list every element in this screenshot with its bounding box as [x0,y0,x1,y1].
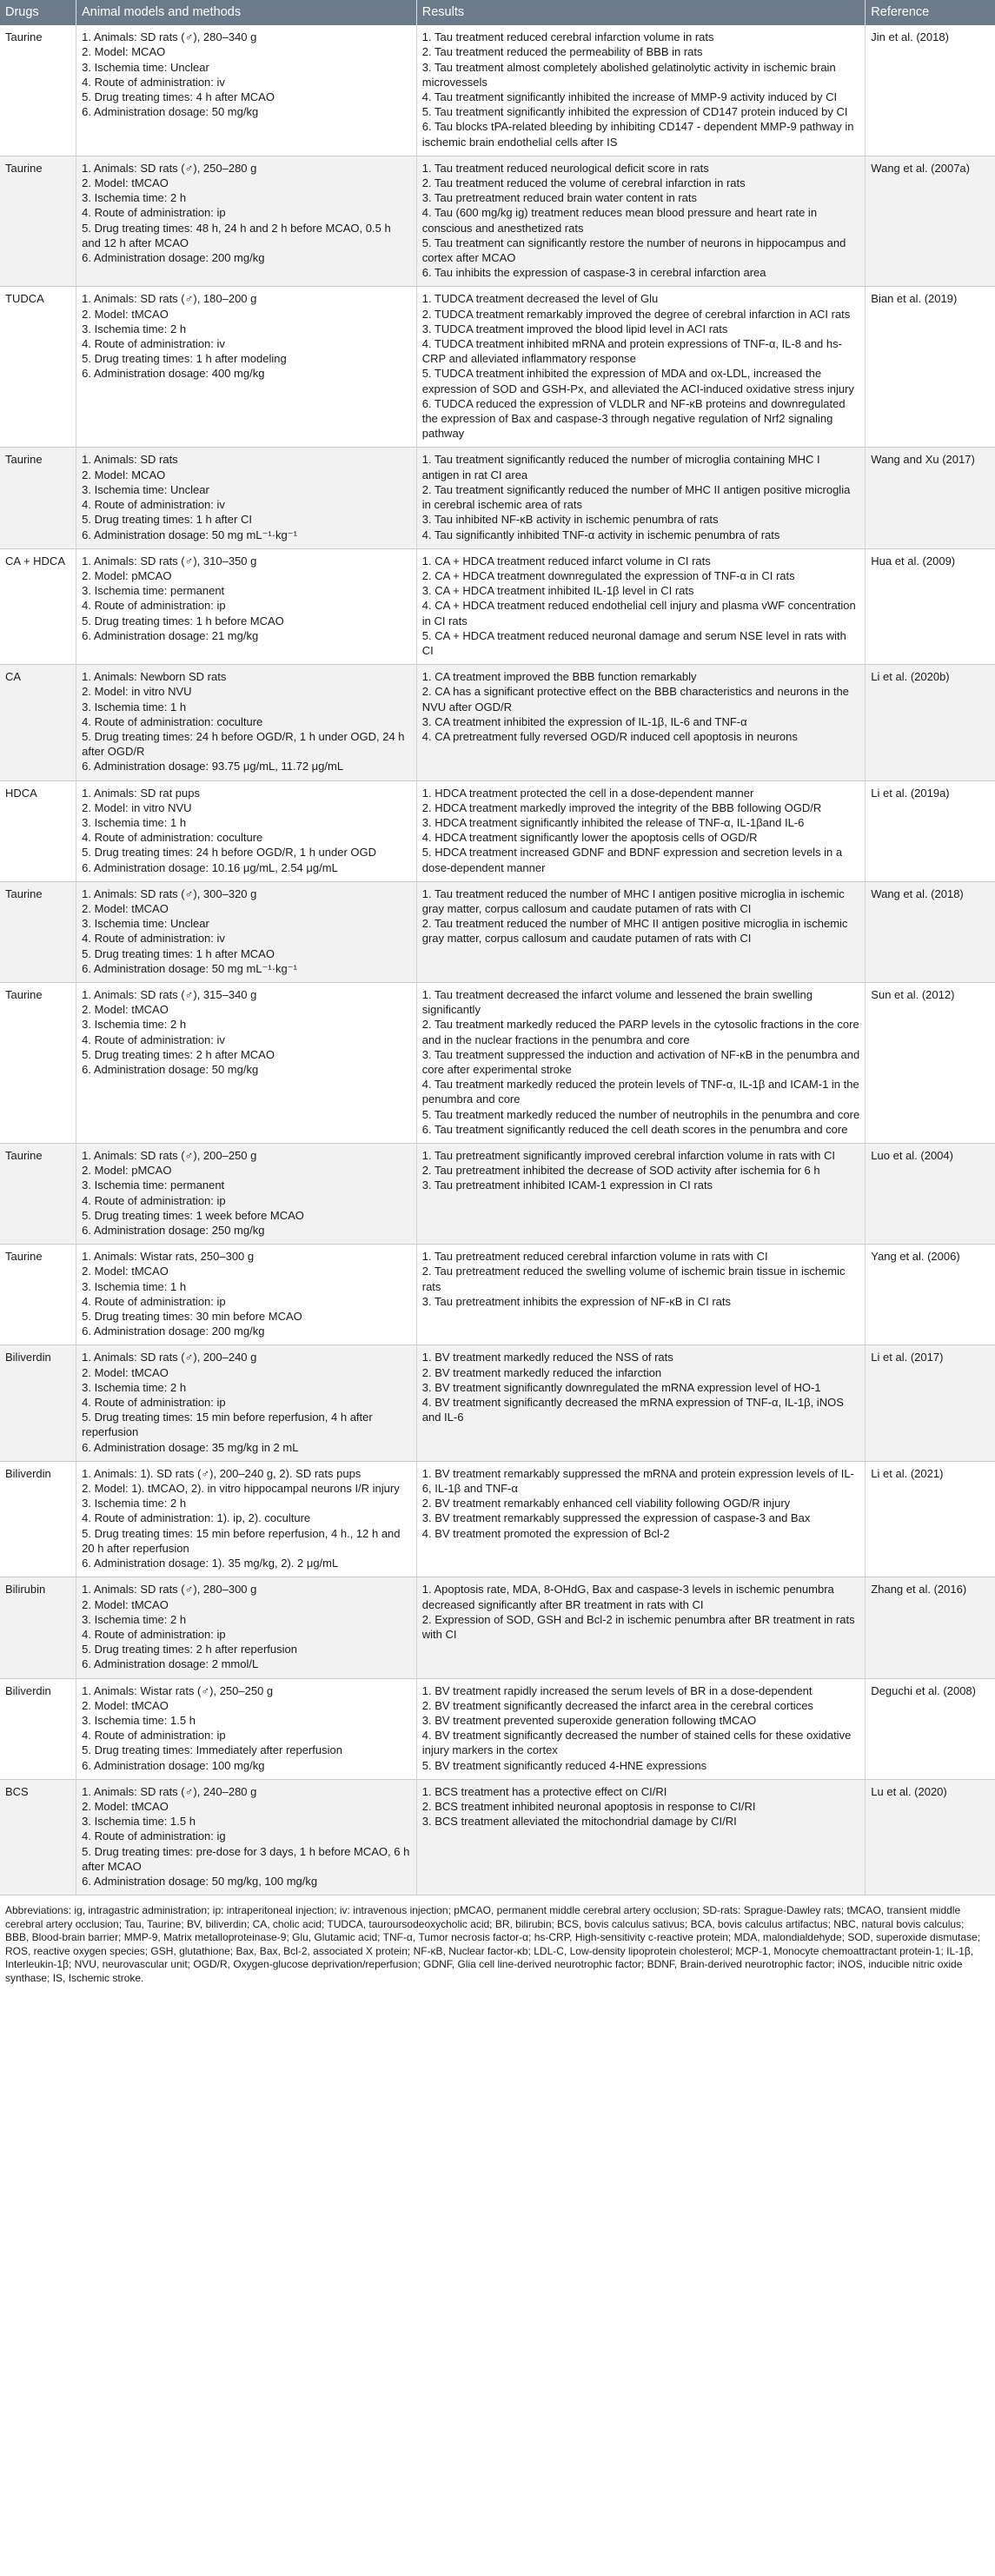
result-line: 3. BV treatment significantly downregulated the mRNA expression level of HO-1 [421,1380,821,1394]
method-line: 4. Route of administration: iv [82,75,225,89]
reference-cell: Yang et al. (2006) [866,1245,995,1345]
result-line: 6. Tau treatment significantly reduced the cell death scores in the penumbra and core [421,1122,848,1136]
method-line: 2. Model: tMCAO [82,307,169,321]
result-line: 1. Apoptosis rate, MDA, 8-OHdG, Bax and caspase-3 levels in ischemic penumbra decreased significantly after BR treatment in rats with CI [421,1583,834,1611]
method-line: 1. Animals: SD rats (♂), 310–350 g [82,554,257,568]
result-line: 4. Tau treatment significantly inhibited the increase of MMP-9 activity induced by CI [421,90,838,104]
table-row [0,780,995,881]
drug-cell: Taurine [0,156,76,287]
result-line: 5. HDCA treatment increased GDNF and BDNF expression and secretion levels in a dose-dependent manner [421,846,843,874]
method-line: 4. Route of administration: ip [82,1193,226,1207]
method-line: 5. Drug treating times: 24 h before OGD/R, 1 h under OGD, 24 h after OGD/R [82,729,405,759]
methods-cell [76,448,417,548]
result-line: 2. TUDCA treatment remarkably improved the degree of cerebral infarction in ACI rats [421,307,851,321]
reference-cell: Li et al. (2019a) [866,780,995,881]
method-line: 6. Administration dosage: 50 mg/kg, 100 mg/kg [82,1874,318,1888]
table-row [0,1144,995,1245]
method-line: 3. Ischemia time: 1 h [82,1279,187,1293]
method-line: 3. Ischemia time: 2 h [82,1612,187,1626]
methods-cell [76,25,417,156]
result-line: 5. Tau treatment can significantly restore the number of neurons in hippocampus and cortex after MCAO [421,236,846,265]
method-line: 1. Animals: SD rats (♂), 280–340 g [82,30,257,44]
result-line: 6. Tau inhibits the expression of caspase-3 in cerebral infarction area [421,266,766,280]
method-line: 2. Model: tMCAO [82,1265,169,1278]
method-line: 5. Drug treating times: 1 week before MCAO [82,1208,304,1222]
method-line: 2. Model: in vitro NVU [82,800,192,814]
methods-cell [76,287,417,448]
result-line: 2. BV treatment markedly reduced the infarction [421,1365,662,1379]
header-drugs: Drugs [0,0,76,25]
method-line: 2. Model: 1). tMCAO, 2). in vitro hippocampal neurons I/R injury [82,1482,400,1496]
drug-cell: Taurine [0,881,76,982]
method-line: 6. Administration dosage: 2 mmol/L [82,1657,259,1671]
drug-cell: Taurine [0,1245,76,1345]
result-line: 1. HDCA treatment protected the cell in a dose-dependent manner [421,786,754,800]
method-line: 4. Route of administration: ip [82,599,226,613]
method-line: 1. Animals: SD rats (♂), 240–280 g [82,1784,257,1798]
result-line: 1. Tau treatment reduced the number of MHC I antigen positive microglia in ischemic gray matter, corpus callosum and caudate putamen of rats with CI [421,886,845,915]
reference-cell: Jin et al. (2018) [866,25,995,156]
method-line: 5. Drug treating times: 15 min before reperfusion, 4 h., 12 h and 20 h after reperfusion [82,1526,401,1555]
method-line: 5. Drug treating times: 1 h after modeling [82,352,287,366]
method-line: 1. Animals: Wistar rats (♂), 250–250 g [82,1683,274,1697]
method-line: 6. Administration dosage: 200 mg/kg [82,251,265,265]
result-line: 1. BV treatment remarkably suppressed the mRNA and protein expression levels of IL-6, IL-1β and TNF-α [421,1466,854,1496]
result-line: 2. Tau treatment reduced the permeability of BBB in rats [421,45,703,59]
result-line: 5. BV treatment significantly reduced 4-HNE expressions [421,1758,707,1772]
method-line: 1. Animals: Newborn SD rats [82,670,227,684]
drug-cell: Bilirubin [0,1577,76,1678]
method-line: 3. Ischemia time: 1.5 h [82,1713,196,1727]
result-line: 1. BCS treatment has a protective effect on CI/RI [421,1784,667,1798]
method-line: 5. Drug treating times: Immediately after reperfusion [82,1743,342,1757]
method-line: 2. Model: pMCAO [82,1164,172,1178]
method-line: 2. Model: tMCAO [82,176,169,190]
method-line: 2. Model: pMCAO [82,568,172,582]
method-line: 3. Ischemia time: permanent [82,1178,225,1192]
method-line: 3. Ischemia time: permanent [82,584,225,598]
result-line: 4. Tau significantly inhibited TNF-α activity in ischemic penumbra of rats [421,528,780,541]
table-row [0,448,995,548]
result-line: 2. Tau pretreatment inhibited the decrease of SOD activity after ischemia for 6 h [421,1164,820,1178]
results-cell [416,1345,866,1461]
table-row [0,1345,995,1461]
method-line: 2. Model: tMCAO [82,1799,169,1813]
method-line: 5. Drug treating times: 15 min before reperfusion, 4 h after reperfusion [82,1411,373,1439]
reference-cell: Wang et al. (2018) [866,881,995,982]
reference-cell: Deguchi et al. (2008) [866,1678,995,1779]
result-line: 1. TUDCA treatment decreased the level of Glu [421,292,659,306]
result-line: 2. CA has a significant protective effect on the BBB characteristics and neurons in the NVU after OGD/R [421,685,849,714]
result-line: 2. BV treatment significantly decreased the infarct area in the cerebral cortices [421,1698,813,1712]
method-line: 5. Drug treating times: 1 h after MCAO [82,946,275,960]
result-line: 2. BCS treatment inhibited neuronal apoptosis in response to CI/RI [421,1799,756,1813]
reference-cell: Zhang et al. (2016) [866,1577,995,1678]
result-line: 2. BV treatment remarkably enhanced cell viability following OGD/R injury [421,1497,791,1510]
result-line: 5. TUDCA treatment inhibited the expression of MDA and ox-LDL, increased the expression of SOD and GSH-Px, and alleviated the ACI-induced oxidative stress injury [421,367,854,395]
drug-cell: Taurine [0,982,76,1143]
method-line: 5. Drug treating times: 2 h after MCAO [82,1047,275,1061]
results-cell [416,287,866,448]
method-line: 1. Animals: SD rats (♂), 180–200 g [82,292,257,306]
result-line: 3. BV treatment remarkably suppressed the expression of caspase-3 and Bax [421,1511,811,1525]
result-line: 5. Tau treatment markedly reduced the number of neutrophils in the penumbra and core [421,1107,860,1121]
table-row [0,665,995,780]
results-cell [416,448,866,548]
results-cell [416,982,866,1143]
method-line: 5. Drug treating times: pre-dose for 3 days, 1 h before MCAO, 6 h after MCAO [82,1844,410,1873]
method-line: 1. Animals: SD rat pups [82,786,200,800]
method-line: 1. Animals: SD rats (♂), 300–320 g [82,886,257,900]
reference-cell: Bian et al. (2019) [866,287,995,448]
method-line: 4. Route of administration: ip [82,206,226,220]
results-cell [416,665,866,780]
method-line: 1. Animals: SD rats (♂), 200–250 g [82,1149,257,1163]
table-row [0,1245,995,1345]
method-line: 1. Animals: SD rats (♂), 200–240 g [82,1351,257,1364]
method-line: 6. Administration dosage: 10.16 μg/mL, 2.54 μg/mL [82,860,338,874]
result-line: 2. CA + HDCA treatment downregulated the expression of TNF-α in CI rats [421,568,795,582]
drug-cell: CA + HDCA [0,548,76,664]
method-line: 2. Model: tMCAO [82,1003,169,1017]
method-line: 6. Administration dosage: 100 mg/kg [82,1758,265,1772]
method-line: 1. Animals: SD rats (♂), 280–300 g [82,1583,257,1597]
header-results: Results [416,0,866,25]
result-line: 1. CA + HDCA treatment reduced infarct volume in CI rats [421,554,711,568]
methods-cell [76,548,417,664]
method-line: 1. Animals: 1). SD rats (♂), 200–240 g, 2). SD rats pups [82,1466,362,1480]
methods-cell [76,881,417,982]
reference-cell: Li et al. (2021) [866,1461,995,1577]
method-line: 4. Route of administration: iv [82,498,225,512]
method-line: 4. Route of administration: iv [82,932,225,946]
table-row [0,287,995,448]
drug-cell: Biliverdin [0,1678,76,1779]
method-line: 2. Model: tMCAO [82,1698,169,1712]
methods-cell [76,780,417,881]
method-line: 4. Route of administration: ip [82,1729,226,1743]
reference-cell: Sun et al. (2012) [866,982,995,1143]
result-line: 2. Tau treatment reduced the volume of cerebral infarction in rats [421,176,746,190]
method-line: 3. Ischemia time: 2 h [82,1497,187,1510]
method-line: 1. Animals: SD rats [82,453,178,467]
result-line: 3. BV treatment prevented superoxide generation following tMCAO [421,1713,757,1727]
table-row [0,1678,995,1779]
result-line: 3. CA + HDCA treatment inhibited IL-1β level in CI rats [421,584,694,598]
drug-cell: Taurine [0,1144,76,1245]
method-line: 4. Route of administration: iv [82,1032,225,1046]
method-line: 6. Administration dosage: 200 mg/kg [82,1325,265,1338]
result-line: 3. BCS treatment alleviated the mitochondrial damage by CI/RI [421,1815,737,1829]
methods-cell [76,1779,417,1895]
reference-cell: Wang and Xu (2017) [866,448,995,548]
method-line: 3. Ischemia time: 1 h [82,700,187,714]
header-reference: Reference [866,0,995,25]
method-line: 2. Model: MCAO [82,45,166,59]
result-line: 1. Tau pretreatment reduced cerebral infarction volume in rats with CI [421,1250,768,1264]
method-line: 6. Administration dosage: 1). 35 mg/kg, 2). 2 μg/mL [82,1557,339,1570]
method-line: 6. Administration dosage: 50 mg/kg [82,1063,259,1076]
results-cell [416,780,866,881]
result-line: 1. Tau treatment reduced neurological deficit score in rats [421,161,709,175]
table-row [0,1577,995,1678]
methods-cell [76,1577,417,1678]
methods-cell [76,1245,417,1345]
table-row [0,1461,995,1577]
drug-cell: HDCA [0,780,76,881]
result-line: 3. Tau pretreatment inhibited ICAM-1 expression in CI rats [421,1178,713,1192]
result-line: 4. BV treatment promoted the expression of Bcl-2 [421,1526,670,1540]
table-row [0,548,995,664]
results-cell [416,1779,866,1895]
methods-cell [76,1345,417,1461]
result-line: 3. Tau treatment suppressed the induction and activation of NF-κB in the penumbra and core after experimental stroke [421,1047,860,1076]
reference-cell: Li et al. (2020b) [866,665,995,780]
result-line: 4. TUDCA treatment inhibited mRNA and protein expressions of TNF-α, IL-8 and hs-CRP and alleviated inflammatory response [421,337,842,366]
method-line: 6. Administration dosage: 250 mg/kg [82,1224,265,1238]
method-line: 2. Model: tMCAO [82,1597,169,1611]
table-row [0,1779,995,1895]
method-line: 3. Ischemia time: 1 h [82,815,187,829]
result-line: 2. HDCA treatment markedly improved the integrity of the BBB following OGD/R [421,800,822,814]
result-line: 3. Tau inhibited NF-κB activity in ischemic penumbra of rats [421,513,719,527]
result-line: 3. HDCA treatment significantly inhibited the release of TNF-α, IL-1βand IL-6 [421,815,805,829]
method-line: 4. Route of administration: coculture [82,831,263,845]
method-line: 3. Ischemia time: Unclear [82,917,209,931]
table-body [0,25,995,1895]
method-line: 5. Drug treating times: 4 h after MCAO [82,90,275,104]
table-row [0,982,995,1143]
drug-cell: Taurine [0,448,76,548]
drug-cell: TUDCA [0,287,76,448]
result-line: 1. Tau treatment significantly reduced the number of microglia containing MHC I antigen in rat CI area [421,453,820,481]
method-line: 3. Ischemia time: Unclear [82,482,209,496]
result-line: 4. Tau treatment markedly reduced the protein levels of TNF-α, IL-1β and ICAM-1 in the penumbra and core [421,1078,859,1106]
result-line: 6. Tau blocks tPA-related bleeding by inhibiting CD147 - dependent MMP-9 pathway in ischemic brain endothelial cells after IS [421,120,854,149]
reference-cell: Hua et al. (2009) [866,548,995,664]
method-line: 4. Route of administration: ig [82,1829,226,1843]
method-line: 4. Route of administration: ip [82,1294,226,1308]
result-line: 1. Tau treatment decreased the infarct volume and lessened the brain swelling significantly [421,987,813,1017]
method-line: 6. Administration dosage: 50 mg mL⁻¹·kg⁻¹ [82,961,297,975]
results-cell [416,881,866,982]
method-line: 5. Drug treating times: 1 h before MCAO [82,614,284,627]
method-line: 1. Animals: SD rats (♂), 315–340 g [82,987,257,1001]
result-line: 3. Tau pretreatment inhibits the expression of NF-κB in CI rats [421,1294,732,1308]
result-line: 4. CA + HDCA treatment reduced endothelial cell injury and plasma vWF concentration in CI rats [421,599,856,627]
result-line: 2. Tau pretreatment reduced the swelling volume of ischemic brain tissue in ischemic rats [421,1265,846,1293]
method-line: 1. Animals: Wistar rats, 250–300 g [82,1250,255,1264]
results-cell [416,1577,866,1678]
result-line: 2. Tau treatment markedly reduced the PARP levels in the cytosolic fractions in the core and in the nuclear fractions in the penumbra and core [421,1018,859,1046]
method-line: 6. Administration dosage: 93.75 μg/mL, 11.72 μg/mL [82,760,344,773]
result-line: 2. Tau treatment reduced the number of MHC II antigen positive microglia in ischemic gray matter, corpus callosum and caudate putamen of rats with CI [421,917,848,946]
method-line: 6. Administration dosage: 50 mg/kg [82,105,259,119]
method-line: 5. Drug treating times: 48 h, 24 h and 2 h before MCAO, 0.5 h and 12 h after MCAO [82,221,391,249]
reference-cell: Lu et al. (2020) [866,1779,995,1895]
methods-cell [76,1461,417,1577]
drug-cell: Biliverdin [0,1345,76,1461]
method-line: 4. Route of administration: ip [82,1627,226,1641]
methods-cell [76,982,417,1143]
method-line: 1. Animals: SD rats (♂), 250–280 g [82,161,257,175]
method-line: 4. Route of administration: ip [82,1396,226,1410]
result-line: 2. Tau treatment significantly reduced the number of MHC II antigen positive microglia in cerebral ischemic area of rats [421,482,851,512]
table-row [0,881,995,982]
results-cell [416,156,866,287]
method-line: 3. Ischemia time: 1.5 h [82,1815,196,1829]
method-line: 2. Model: tMCAO [82,1365,169,1379]
result-line: 4. Tau (600 mg/kg ig) treatment reduces mean blood pressure and heart rate in conscious and anesthetized rats [421,206,818,235]
method-line: 6. Administration dosage: 21 mg/kg [82,628,259,642]
table-row [0,156,995,287]
method-line: 4. Route of administration: 1). ip, 2). coculture [82,1511,311,1525]
method-line: 6. Administration dosage: 400 mg/kg [82,367,265,381]
methods-cell [76,156,417,287]
method-line: 4. Route of administration: coculture [82,714,263,728]
result-line: 3. Tau pretreatment reduced brain water content in rats [421,191,698,205]
header-row [0,0,995,25]
drug-cell: CA [0,665,76,780]
result-line: 3. TUDCA treatment improved the blood lipid level in ACI rats [421,322,728,335]
result-line: 4. HDCA treatment significantly lower the apoptosis cells of OGD/R [421,831,758,845]
method-line: 3. Ischemia time: 2 h [82,1380,187,1394]
results-cell [416,1461,866,1577]
results-cell [416,548,866,664]
method-line: 5. Drug treating times: 30 min before MCAO [82,1310,302,1324]
method-line: 5. Drug treating times: 1 h after CI [82,513,252,527]
method-line: 2. Model: tMCAO [82,901,169,915]
method-line: 3. Ischemia time: 2 h [82,322,187,335]
drug-cell: BCS [0,1779,76,1895]
result-line: 2. Expression of SOD, GSH and Bcl-2 in ischemic penumbra after BR treatment in rats with CI [421,1612,855,1641]
result-line: 1. CA treatment improved the BBB function remarkably [421,670,697,684]
method-line: 2. Model: MCAO [82,468,166,481]
method-line: 6. Administration dosage: 50 mg mL⁻¹·kg⁻¹ [82,528,297,541]
reference-cell: Luo et al. (2004) [866,1144,995,1245]
header-methods: Animal models and methods [76,0,417,25]
abbreviations-footnote: Abbreviations: ig, intragastric administration; ip: intraperitoneal injection; iv: intravenous injection; pMCAO, permanent middle cerebral artery occlusion; SD-rats: Sprague-Dawley rats; tMCAO, transient middle cerebral artery occlusion; Tau, Taurine; BV, biliverdin; CA, cholic acid; TUDCA, tauroursodeoxycholic acid; BR, bilirubin; BCS, bovis calculus sativus; BCA, bovis calculus artifactus; NBC, natural bovis calculus; BBB, Blood-brain barrier; MMP-9, Matrix metalloproteinase-9; Glu, Glutamic acid; TNF-α, Tumor necrosis factor-α; hs-CRP, High-sensitivity c-reactive protein; MDA, malondialdehyde; SOD, superoxide dismutase; ROS, reactive oxygen species; GSH, glutathione; Bax, Bax, Bcl-2, associated X protein; NF-κB, Nuclear factor-κb; LDL-C, Low-density lipoprotein cholesterol; MCP-1, Monocyte chemoattractant protein-1; IL-1β, Interleukin-1β; NVU, neurovascular unit; OGD/R, Oxygen-glucose deprivation/reperfusion; GDNF, Glia cell line-derived neurotrophic factor; BDNF, Brain-derived neurotrophic factor; iNOS, inducible nitric oxide synthase; IS, Ischemic stroke. [5,1904,981,1984]
results-cell [416,1144,866,1245]
result-line: 5. Tau treatment significantly inhibited the expression of CD147 protein induced by CI [421,105,848,119]
result-line: 1. Tau treatment reduced cerebral infarction volume in rats [421,30,714,44]
result-line: 3. CA treatment inhibited the expression of IL-1β, IL-6 and TNF-α [421,714,747,728]
result-line: 1. BV treatment markedly reduced the NSS of rats [421,1351,673,1364]
table-header [0,0,995,25]
method-line: 2. Model: in vitro NVU [82,685,192,699]
table-row [0,25,995,156]
result-line: 4. BV treatment significantly decreased the mRNA expression of TNF-α, IL-1β, iNOS and IL-6 [421,1396,844,1424]
method-line: 3. Ischemia time: Unclear [82,60,209,74]
drug-cell: Biliverdin [0,1461,76,1577]
method-line: 3. Ischemia time: 2 h [82,191,187,205]
results-cell [416,1245,866,1345]
methods-cell [76,1678,417,1779]
result-line: 1. BV treatment rapidly increased the serum levels of BR in a dose-dependent [421,1683,813,1697]
result-line: 6. TUDCA reduced the expression of VLDLR and NF-κB proteins and downregulated the expression of Bax and caspase-3 through negative regulation of Nrf2 signaling pathway [421,396,846,441]
method-line: 3. Ischemia time: 2 h [82,1018,187,1032]
drug-cell: Taurine [0,25,76,156]
result-line: 5. CA + HDCA treatment reduced neuronal damage and serum NSE level in rats with CI [421,628,846,657]
results-cell [416,25,866,156]
result-line: 3. Tau treatment almost completely abolished gelatinolytic activity in ischemic brain microvessels [421,60,836,89]
reference-cell: Li et al. (2017) [866,1345,995,1461]
methods-cell [76,1144,417,1245]
method-line: 6. Administration dosage: 35 mg/kg in 2 mL [82,1440,299,1454]
methods-cell [76,665,417,780]
method-line: 5. Drug treating times: 2 h after reperfusion [82,1643,297,1656]
result-line: 4. BV treatment significantly decreased the number of stained cells for these oxidative injury markers in the cortex [421,1729,852,1757]
reference-cell: Wang et al. (2007a) [866,156,995,287]
results-cell [416,1678,866,1779]
result-line: 1. Tau pretreatment significantly improved cerebral infarction volume in rats with CI [421,1149,835,1163]
method-line: 4. Route of administration: iv [82,337,225,351]
result-line: 4. CA pretreatment fully reversed OGD/R induced cell apoptosis in neurons [421,729,798,743]
method-line: 5. Drug treating times: 24 h before OGD/R, 1 h under OGD [82,846,377,860]
